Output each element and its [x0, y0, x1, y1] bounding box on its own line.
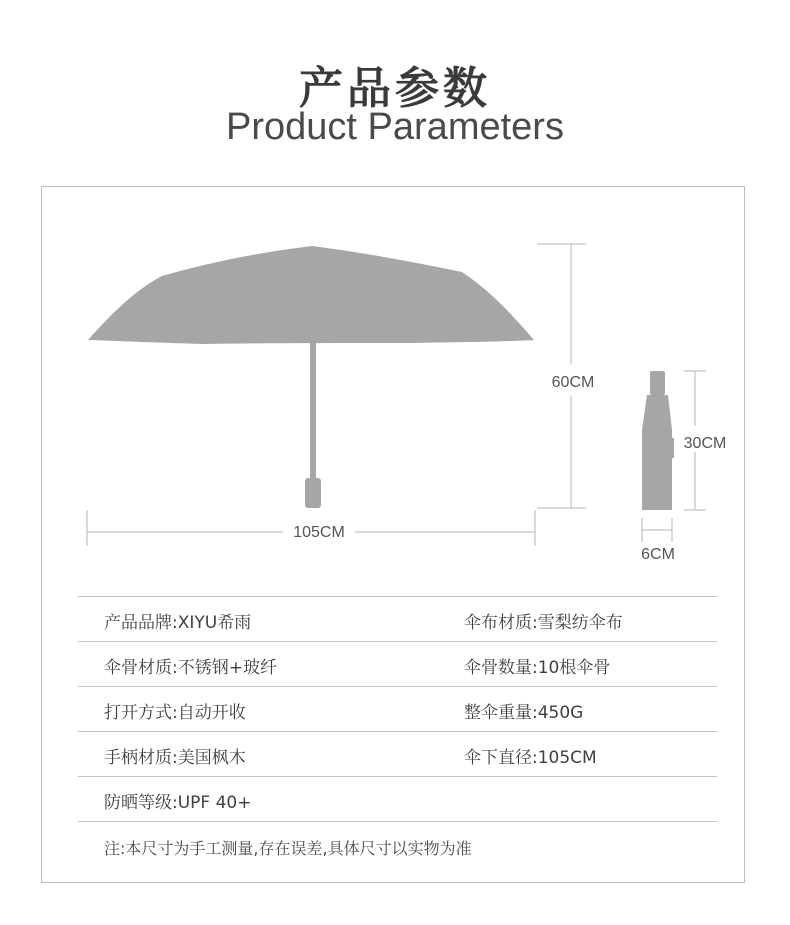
- open-umbrella-shaft-icon: [310, 342, 316, 480]
- closed-umbrella-body-icon: [642, 395, 672, 510]
- spec-fabric: 伞布材质:雪梨纺伞布: [464, 613, 623, 633]
- page-title-cn: 产品参数: [299, 63, 491, 114]
- spec-uv-rating: 防晒等级:UPF 40+: [104, 793, 252, 813]
- closed-width-label: 6CM: [641, 546, 675, 563]
- spec-table: [78, 596, 717, 822]
- page-title-en: Product Parameters: [226, 106, 564, 148]
- open-width-label: 105CM: [293, 524, 345, 541]
- spec-row: [78, 686, 717, 731]
- spec-row: [78, 731, 717, 776]
- spec-frame-material: 伞骨材质:不锈钢+玻纤: [104, 658, 277, 678]
- measurement-note: 注:本尺寸为手工测量,存在误差,具体尺寸以实物为准: [104, 839, 472, 858]
- spec-handle-material: 手柄材质:美国枫木: [104, 748, 246, 768]
- open-umbrella-canopy-icon: [88, 246, 534, 344]
- spec-open-method: 打开方式:自动开收: [104, 703, 246, 723]
- closed-length-label: 30CM: [683, 435, 727, 452]
- closed-umbrella-strap-icon: [668, 438, 674, 458]
- closed-width-dimension-line: [642, 518, 672, 542]
- open-umbrella-handle-icon: [305, 478, 321, 508]
- closed-umbrella-handle-icon: [650, 371, 665, 395]
- open-height-label: 60CM: [551, 374, 595, 391]
- spec-rib-count: 伞骨数量:10根伞骨: [464, 658, 611, 678]
- spec-brand: 产品品牌:XIYU希雨: [104, 613, 252, 633]
- spec-diameter: 伞下直径:105CM: [464, 748, 597, 768]
- spec-row: [78, 596, 717, 641]
- spec-row: [78, 641, 717, 686]
- spec-weight: 整伞重量:450G: [464, 703, 584, 723]
- spec-row: [78, 776, 717, 822]
